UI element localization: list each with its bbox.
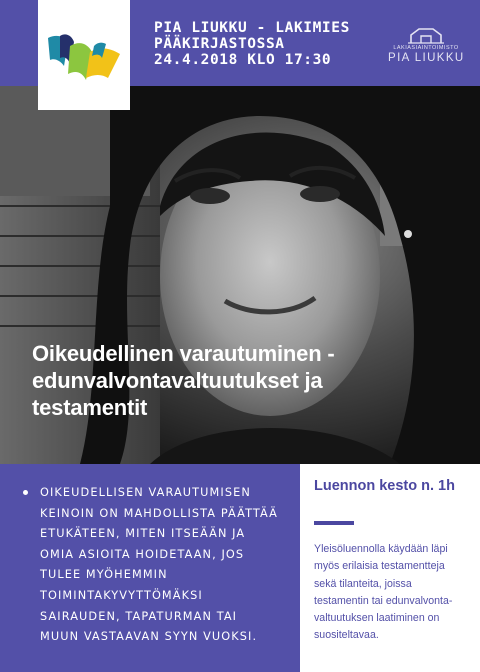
event-title: [154, 20, 394, 68]
lecture-description: [314, 541, 474, 645]
description-line: Yleisöluennolla käydään läpi: [314, 543, 448, 555]
firm-subtitle: LAKIASIAINTOIMISTO: [393, 45, 459, 51]
intro-line: TOIMINTAKYVYTTÖMÄKSI: [40, 588, 203, 602]
event-line: PÄÄKIRJASTOSSA: [154, 36, 285, 52]
building-roof-icon: [408, 28, 444, 44]
intro-line: OMIA ASIOITA HOIDETAAN, JOS: [40, 547, 245, 561]
description-line: sekä tilanteita, joissa: [314, 577, 412, 590]
lecture-duration: Luennon kesto n. 1h: [314, 478, 455, 494]
open-book-logo-icon: [46, 32, 122, 82]
intro-line: ETUKÄTEEN, MITEN ITSEÄÄN JA: [40, 527, 246, 541]
headline-line: Oikeudellinen varautuminen -: [32, 341, 335, 366]
description-line: valtuutuksen laatiminen on: [314, 612, 440, 625]
intro-line: MUUN VASTAAVAN SYYN VUOKSI.: [40, 630, 258, 644]
description-line: suositeltavaa.: [314, 629, 379, 642]
event-line: PIA LIUKKU - LAKIMIES: [154, 20, 350, 36]
intro-panel: [0, 464, 300, 672]
intro-line: KEINOIN ON MAHDOLLISTA PÄÄTTÄÄ: [40, 506, 278, 520]
intro-text: [40, 483, 296, 648]
event-date-line: 24.4.2018 KLO 17:30: [154, 52, 332, 68]
intro-line: TULEE MYÖHEMMIN: [40, 568, 168, 582]
description-line: myös erilaisia testamentteja: [314, 560, 445, 573]
headline-line: edunvalvontavaltuutukset ja: [32, 368, 323, 393]
law-firm-logo: [388, 28, 464, 72]
intro-line: OIKEUDELLISEN VARAUTUMISEN: [40, 486, 251, 499]
intro-line: SAIRAUDEN, TAPATURMAN TAI: [40, 609, 238, 623]
divider-bar: [314, 521, 354, 525]
headline-line: testamentit: [32, 395, 148, 420]
description-line: testamentin tai edunvalvonta-: [314, 594, 453, 607]
headline: [32, 340, 452, 421]
bullet-icon: [23, 490, 28, 495]
library-logo: [38, 0, 130, 110]
info-panel: [300, 464, 480, 672]
firm-name: PIA LIUKKU: [388, 52, 465, 64]
